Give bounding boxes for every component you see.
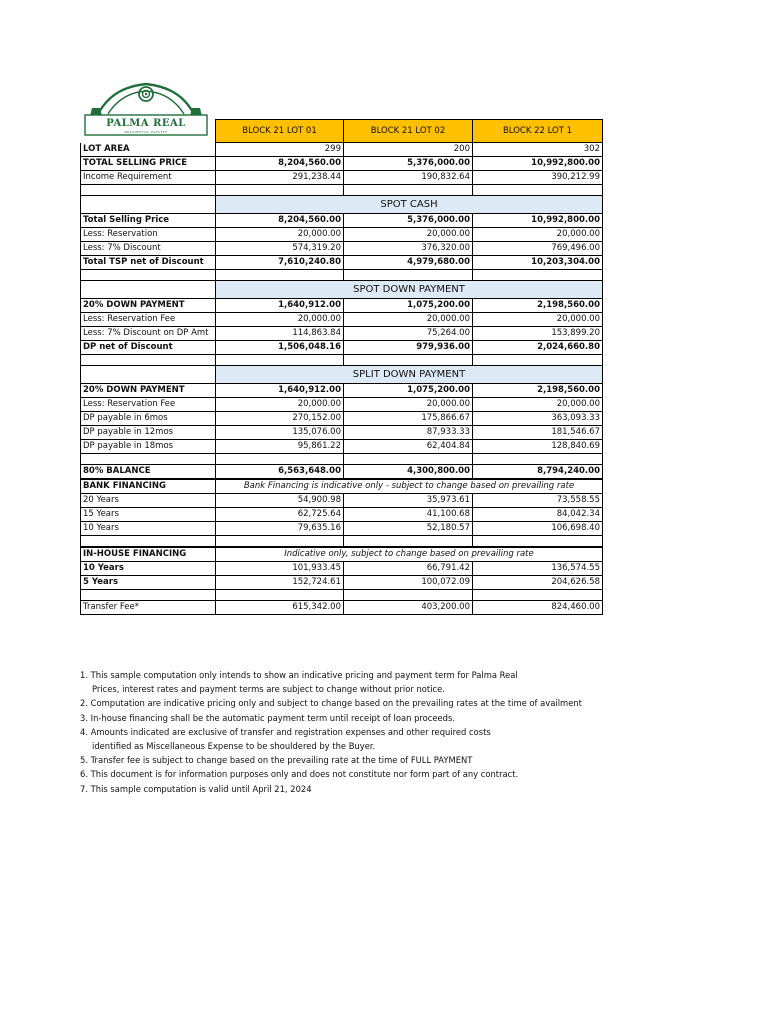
row-label: Less: 7% Discount on DP Amt [81, 327, 216, 341]
row-label: 20% DOWN PAYMENT [81, 299, 216, 313]
cell-value: 390,212.99 [473, 171, 603, 185]
cell-value: 8,204,560.00 [216, 157, 344, 171]
cell-value: 769,496.00 [473, 242, 603, 256]
table-row [81, 576, 603, 590]
inhouse-financing-note: Indicative only, subject to change based on prevailing rate [216, 547, 603, 562]
table-row [81, 508, 603, 522]
cell-value: 87,933.33 [344, 426, 473, 440]
cell-value: 2,198,560.00 [473, 299, 603, 313]
cell-value: 615,342.00 [216, 601, 344, 615]
cell-value: 20,000.00 [344, 228, 473, 242]
row-label: 20 Years [81, 494, 216, 508]
row-label: Less: Reservation [81, 228, 216, 242]
note-item: 5. Transfer fee is subject to change based on the prevailing rate at the time of FULL PAYMENT [80, 755, 473, 766]
table-row [81, 157, 603, 171]
cell-value: 62,725.64 [216, 508, 344, 522]
cell-value: 84,042.34 [473, 508, 603, 522]
table-row [81, 398, 603, 412]
cell-value: 128,840.69 [473, 440, 603, 454]
table-row [81, 440, 603, 454]
row-label: Less: Reservation Fee [81, 313, 216, 327]
row-label: LOT AREA [81, 143, 216, 157]
cell-value: 20,000.00 [473, 398, 603, 412]
note-item: identified as Miscellaneous Expense to be shouldered by the Buyer. [92, 741, 376, 752]
cell-value: 20,000.00 [473, 313, 603, 327]
table-row [81, 412, 603, 426]
cell-value: 7,610,240.80 [216, 256, 344, 270]
cell-value: 175,866.67 [344, 412, 473, 426]
cell-value: 5,376,000.00 [344, 214, 473, 228]
cell-value: 20,000.00 [216, 228, 344, 242]
cell-value: 73,558.55 [473, 494, 603, 508]
cell-value: 135,076.00 [216, 426, 344, 440]
cell-value: 2,024,660.80 [473, 341, 603, 355]
row-label: Total Selling Price [81, 214, 216, 228]
row-label: 20% DOWN PAYMENT [81, 384, 216, 398]
pricing-table [80, 119, 603, 615]
header-block21-lot01: BLOCK 21 LOT 01 [216, 120, 344, 143]
cell-value: 100,072.09 [344, 576, 473, 590]
cell-value: 10,992,800.00 [473, 214, 603, 228]
cell-value: 291,238.44 [216, 171, 344, 185]
row-label: 15 Years [81, 508, 216, 522]
header-block22-lot1: BLOCK 22 LOT 1 [473, 120, 603, 143]
row-label: Income Requirement [81, 171, 216, 185]
cell-value: 204,626.58 [473, 576, 603, 590]
table-row [81, 299, 603, 313]
table-row [81, 384, 603, 398]
section-title: SPOT CASH [216, 196, 603, 214]
cell-value: 62,404.84 [344, 440, 473, 454]
logo-subtext: RESIDENTIAL ESTATES [124, 130, 168, 134]
table-row [81, 171, 603, 185]
cell-value: 376,320.00 [344, 242, 473, 256]
note-item: 7. This sample computation is valid until April 21, 2024 [80, 783, 312, 794]
cell-value: 106,698.40 [473, 522, 603, 536]
row-label: TOTAL SELLING PRICE [81, 157, 216, 171]
cell-value: 181,546.67 [473, 426, 603, 440]
row-label: DP payable in 18mos [81, 440, 216, 454]
row-label: 10 Years [81, 522, 216, 536]
cell-value: 20,000.00 [344, 313, 473, 327]
table-row [81, 313, 603, 327]
row-label: 10 Years [81, 562, 216, 576]
cell-value: 79,635.16 [216, 522, 344, 536]
row-label: DP net of Discount [81, 341, 216, 355]
section-header-split-dp [81, 366, 603, 384]
cell-value: 54,900.98 [216, 494, 344, 508]
row-label: IN-HOUSE FINANCING [81, 547, 216, 562]
cell-value: 20,000.00 [344, 398, 473, 412]
cell-value: 41,100.68 [344, 508, 473, 522]
cell-value: 95,861.22 [216, 440, 344, 454]
row-label: Transfer Fee* [81, 601, 216, 615]
table-row [81, 465, 603, 480]
row-label: BANK FINANCING [81, 479, 216, 494]
note-item: 1. This sample computation only intends to show an indicative pricing and payment term for Palma Real [80, 670, 518, 680]
table-row [81, 143, 603, 157]
row-label: Less: Reservation Fee [81, 398, 216, 412]
cell-value: 1,640,912.00 [216, 384, 344, 398]
note-item: 6. This document is for information purposes only and does not constitute nor form part of any contract. [80, 769, 519, 780]
cell-value: 10,992,800.00 [473, 157, 603, 171]
note-item: 4. Amounts indicated are exclusive of transfer and registration expenses and other required costs [80, 726, 491, 737]
cell-value: 6,563,648.00 [216, 465, 344, 480]
cell-value: 101,933.45 [216, 562, 344, 576]
cell-value: 403,200.00 [344, 601, 473, 615]
footnotes [80, 668, 620, 796]
cell-value: 66,791.42 [344, 562, 473, 576]
header-block21-lot02: BLOCK 21 LOT 02 [344, 120, 473, 143]
cell-value: 979,936.00 [344, 341, 473, 355]
cell-value: 35,973.61 [344, 494, 473, 508]
cell-value: 302 [473, 143, 603, 157]
cell-value: 8,794,240.00 [473, 465, 603, 480]
cell-value: 114,863.84 [216, 327, 344, 341]
table-row [81, 562, 603, 576]
note-item: Prices, interest rates and payment terms are subject to change without prior notice. [92, 684, 445, 695]
table-row [81, 214, 603, 228]
table-row [81, 601, 603, 615]
row-label: Total TSP net of Discount [81, 256, 216, 270]
cell-value: 52,180.57 [344, 522, 473, 536]
cell-value: 1,506,048.16 [216, 341, 344, 355]
cell-value: 574,319.20 [216, 242, 344, 256]
cell-value: 20,000.00 [216, 398, 344, 412]
cell-value: 270,152.00 [216, 412, 344, 426]
cell-value: 2,198,560.00 [473, 384, 603, 398]
table-row [81, 547, 603, 562]
header-row [81, 120, 603, 143]
cell-value: 363,093.33 [473, 412, 603, 426]
note-item: 3. In-house financing shall be the automatic payment term until receipt of loan proceeds. [80, 712, 456, 723]
table-row [81, 494, 603, 508]
cell-value: 20,000.00 [216, 313, 344, 327]
cell-value: 824,460.00 [473, 601, 603, 615]
section-title: SPOT DOWN PAYMENT [216, 281, 603, 299]
cell-value: 1,640,912.00 [216, 299, 344, 313]
cell-value: 4,979,680.00 [344, 256, 473, 270]
row-label: 5 Years [81, 576, 216, 590]
cell-value: 200 [344, 143, 473, 157]
cell-value: 190,832.64 [344, 171, 473, 185]
logo-text: PALMA REAL [106, 118, 186, 129]
table-row [81, 228, 603, 242]
table-row [81, 426, 603, 440]
table-row [81, 327, 603, 341]
cell-value: 4,300,800.00 [344, 465, 473, 480]
cell-value: 20,000.00 [473, 228, 603, 242]
cell-value: 1,075,200.00 [344, 384, 473, 398]
cell-value: 136,574.55 [473, 562, 603, 576]
row-label: Less: 7% Discount [81, 242, 216, 256]
table-row [81, 256, 603, 270]
section-title: SPLIT DOWN PAYMENT [216, 366, 603, 384]
cell-value: 10,203,304.00 [473, 256, 603, 270]
cell-value: 8,204,560.00 [216, 214, 344, 228]
table-row [81, 242, 603, 256]
table-row [81, 479, 603, 494]
table-row [81, 341, 603, 355]
bank-financing-note: Bank Financing is indicative only - subject to change based on prevailing rate [216, 479, 603, 494]
section-header-spot-cash [81, 196, 603, 214]
note-item: 2. Computation are indicative pricing only and subject to change based on the prevailing rates at the time of availment [80, 698, 582, 709]
table-row [81, 522, 603, 536]
row-label: 80% BALANCE [81, 465, 216, 480]
cell-value: 153,899.20 [473, 327, 603, 341]
cell-value: 75,264.00 [344, 327, 473, 341]
cell-value: 1,075,200.00 [344, 299, 473, 313]
row-label: DP payable in 6mos [81, 412, 216, 426]
cell-value: 5,376,000.00 [344, 157, 473, 171]
cell-value: 152,724.61 [216, 576, 344, 590]
section-header-spot-dp [81, 281, 603, 299]
cell-value: 299 [216, 143, 344, 157]
row-label: DP payable in 12mos [81, 426, 216, 440]
